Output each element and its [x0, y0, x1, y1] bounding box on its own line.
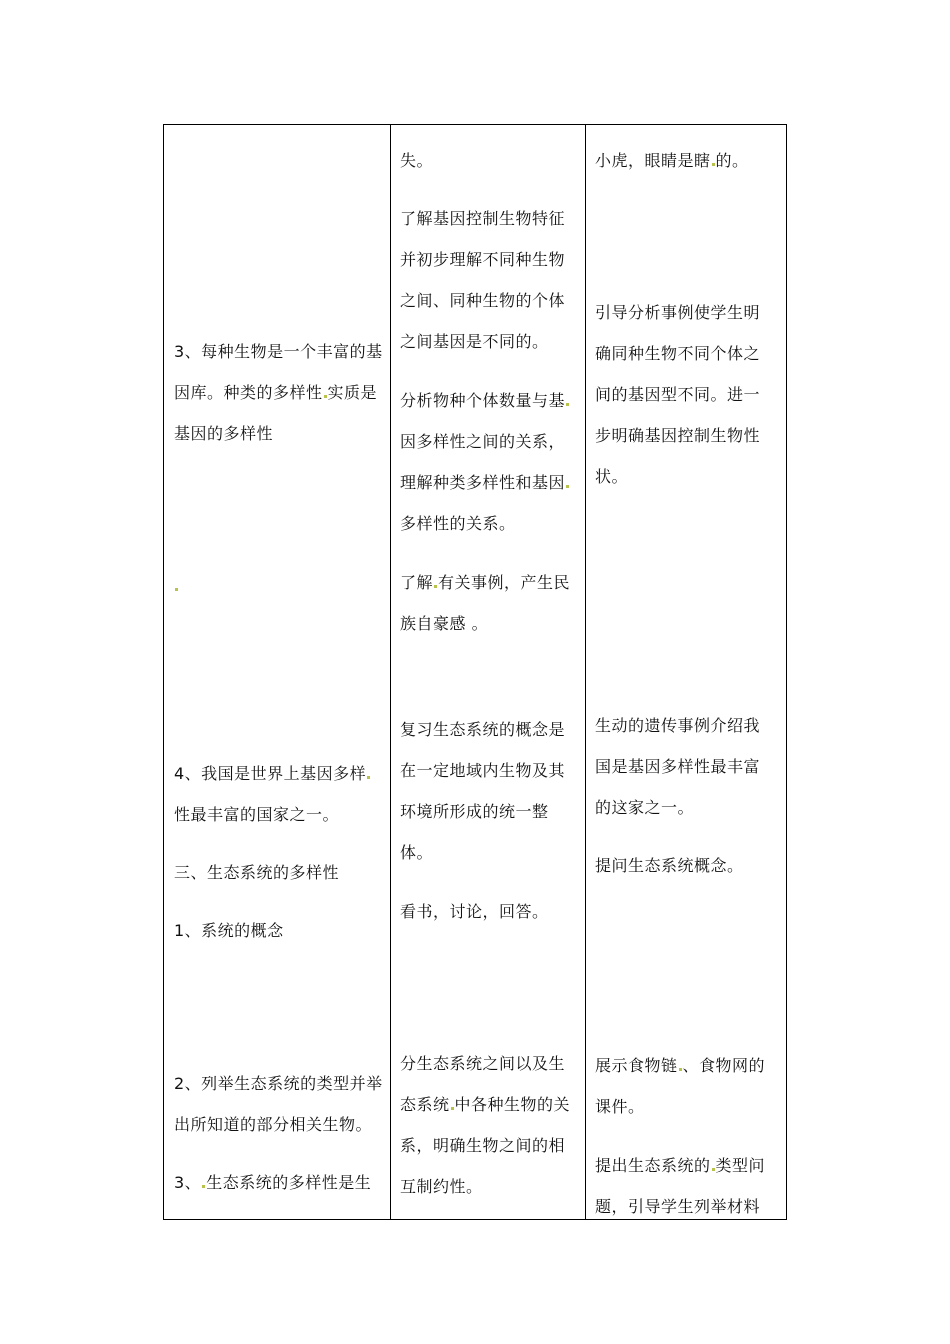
col2-line: 在一定地域内生物及其: [400, 761, 566, 780]
col3-line: 间的基因型不同。进一: [595, 385, 761, 404]
col3-line: 课件。: [595, 1097, 645, 1116]
col2-line: 了解基因控制生物特征: [400, 209, 566, 228]
col3-line: 步明确基因控制生物性: [595, 426, 761, 445]
col1-line: 因库。种类的多样性 实质是: [174, 383, 378, 402]
col2-line: 态系统 中各种生物的关: [400, 1095, 571, 1114]
col2-line: 了解 有关事例，产生民: [400, 573, 571, 592]
col3-line: 展示食物链 、食物网的: [595, 1056, 766, 1075]
col2-line: 并初步理解不同种生物: [400, 250, 566, 269]
col3-line: 国是基因多样性最丰富: [595, 757, 761, 776]
col3-line: 题，引导学生列举材料: [595, 1197, 761, 1216]
col3-line: 确同种生物不同个体之: [595, 344, 761, 363]
col2-line: 理解种类多样性和基因: [400, 462, 586, 504]
col2-line: 族自豪感 。: [400, 614, 489, 633]
col2-line: 看书，讨论，回答。: [400, 902, 549, 921]
col2-line: 失。: [400, 151, 434, 170]
col3-line: 状。: [595, 467, 629, 486]
col2-line: 系，明确生物之间的相: [400, 1136, 566, 1155]
col2-line: 互制约性。: [400, 1177, 483, 1196]
col1-line: 性最丰富的国家之一。: [174, 805, 340, 824]
col2-line: 分生态系统之间以及生: [400, 1054, 566, 1073]
col2-line: 环境所形成的统一整: [400, 802, 549, 821]
col1-line: 1、系统的概念: [174, 921, 284, 940]
col2-line: 因多样性之间的关系，: [400, 432, 566, 451]
col2-line: 之间、同种生物的个体: [400, 291, 566, 310]
col2-line: 之间基因是不同的。: [400, 332, 549, 351]
col3-line: 提问生态系统概念。: [595, 856, 744, 875]
col3-line: 生动的遗传事例介绍我: [595, 716, 761, 735]
col1-line: 三、生态系统的多样性: [174, 863, 340, 882]
column-divider: [390, 125, 391, 1219]
col1-line: 出所知道的部分相关生物。: [174, 1115, 373, 1134]
col3-line: 的这家之一。: [595, 798, 695, 817]
col2-line: 分析物种个体数量与基: [400, 380, 586, 422]
col3-line: 提出生态系统的 类型问: [595, 1156, 766, 1175]
col1-line: 3、每种生物是一个丰富的基: [174, 342, 383, 361]
col3-line: 引导分析事例使学生明: [595, 303, 761, 322]
lesson-table: [163, 124, 787, 1220]
col1-line: 3、 生态系统的多样性是生: [174, 1173, 372, 1192]
col1-line: 2、列举生态系统的类型并举: [174, 1074, 383, 1093]
col1-line: 4、我国是世界上基因多样: [174, 753, 386, 795]
col1-line: [174, 565, 386, 607]
stray-dot: [175, 588, 178, 591]
col2-line: 复习生态系统的概念是: [400, 720, 566, 739]
col3-line: 小虎，眼睛是瞎 的。: [595, 151, 749, 170]
col2-line: 多样性的关系。: [400, 514, 516, 533]
col1-line: 基因的多样性: [174, 424, 274, 443]
col2-line: 体。: [400, 843, 434, 862]
